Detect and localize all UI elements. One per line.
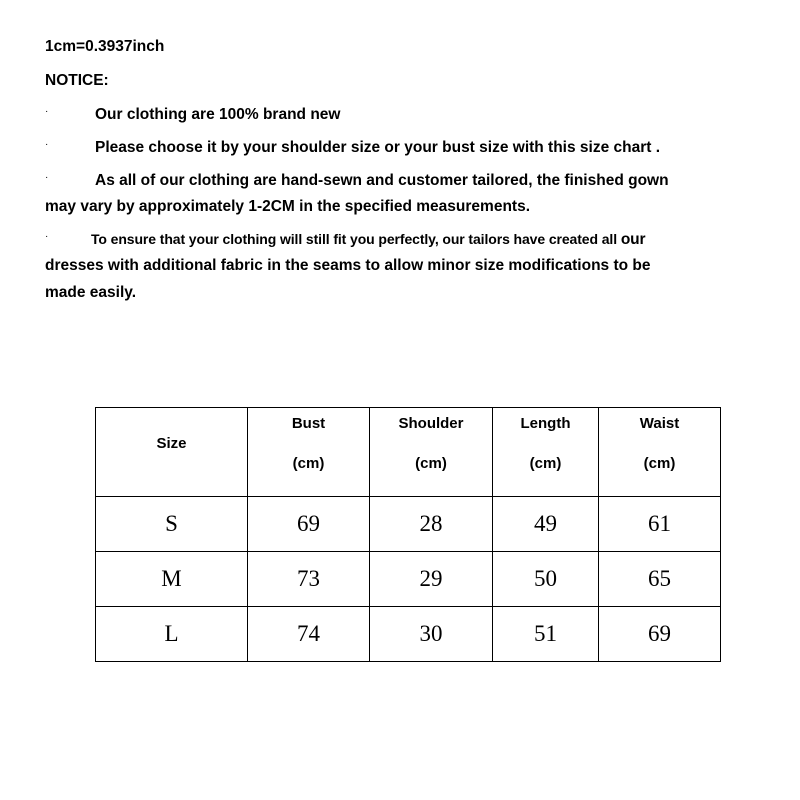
header-size [96, 408, 248, 497]
table-header-row [96, 408, 721, 497]
waist-cell: 61 [599, 497, 721, 552]
notice-item-4-continued: dresses with additional fabric in the seams to allow minor size modifications to be [45, 257, 651, 274]
shoulder-cell: 28 [370, 497, 493, 552]
bust-cell: 74 [248, 607, 370, 662]
waist-cell: 65 [599, 552, 721, 607]
shoulder-cell: 30 [370, 607, 493, 662]
waist-cell: 69 [599, 607, 721, 662]
header-label: Length [520, 415, 571, 432]
notice-title: NOTICE: [45, 72, 109, 89]
notice-item-text: As all of our clothing are hand-sewn and customer tailored, the finished gown [95, 172, 669, 189]
header-waist [599, 408, 721, 497]
notice-item-text: Our clothing are 100% brand new [95, 106, 341, 123]
table-row [96, 497, 721, 552]
header-unit: (cm) [415, 455, 447, 472]
notice-item-4-continued: made easily. [45, 284, 137, 301]
notice-item-text-part: our [620, 231, 646, 248]
header-bust [248, 408, 370, 497]
bullet: · [45, 106, 49, 117]
header-length [493, 408, 599, 497]
bust-cell: 73 [248, 552, 370, 607]
size-chart-table [95, 407, 721, 662]
notice-item-text [91, 231, 645, 249]
bullet: · [45, 172, 49, 183]
bullet: · [45, 139, 49, 150]
notice-item-3-continued: may vary by approximately 1-2CM in the specified measurements. [45, 198, 530, 215]
length-cell: 50 [493, 552, 599, 607]
header-size-label: Size [156, 435, 187, 452]
size-cell: L [96, 607, 248, 662]
notice-item-text-part: To ensure that your clothing will still fit you perfectly, our tailors have created all [91, 231, 618, 247]
header-unit: (cm) [643, 455, 676, 472]
header-label: Waist [639, 415, 680, 432]
header-shoulder [370, 408, 493, 497]
table-row [96, 552, 721, 607]
header-unit: (cm) [292, 455, 325, 472]
size-cell: M [96, 552, 248, 607]
header-label: Bust [291, 415, 326, 432]
length-cell: 49 [493, 497, 599, 552]
shoulder-cell: 29 [370, 552, 493, 607]
header-unit: (cm) [529, 455, 562, 472]
header-label: Shoulder [398, 415, 464, 432]
bust-cell: 69 [248, 497, 370, 552]
bullet: · [45, 231, 49, 242]
table-row [96, 607, 721, 662]
size-cell: S [96, 497, 248, 552]
conversion-note: 1cm=0.3937inch [45, 38, 165, 55]
length-cell: 51 [493, 607, 599, 662]
notice-item-text: Please choose it by your shoulder size or your bust size with this size chart . [95, 139, 661, 156]
